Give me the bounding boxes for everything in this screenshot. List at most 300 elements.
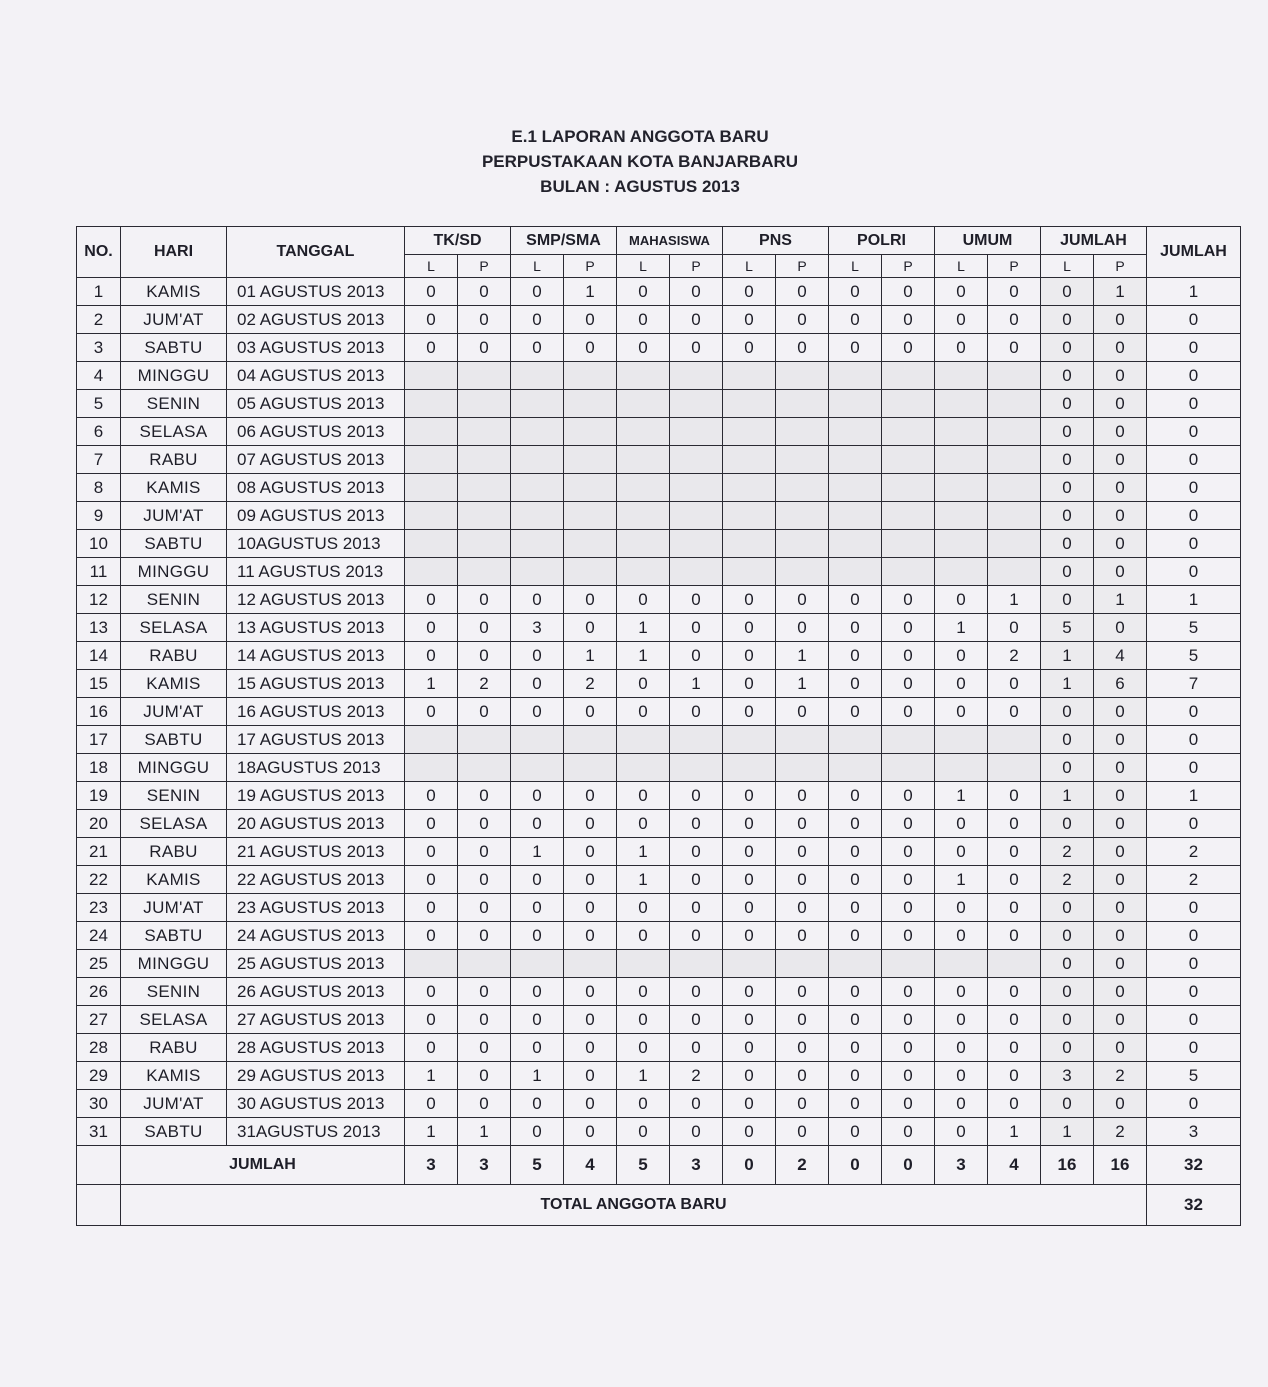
row-empty-cell: [882, 726, 935, 754]
row-value-cell: 0: [458, 306, 511, 334]
row-value-cell: 0: [405, 978, 458, 1006]
row-value-cell: 0: [723, 1006, 776, 1034]
row-empty-cell: [458, 502, 511, 530]
row-empty-cell: [882, 390, 935, 418]
row-tanggal: 15 AGUSTUS 2013: [227, 670, 405, 698]
row-empty-cell: [458, 950, 511, 978]
row-total: 7: [1147, 670, 1241, 698]
row-value-cell: 0: [776, 1118, 829, 1146]
row-jumlah-p: 2: [1094, 1062, 1147, 1090]
header-sub-l: L: [935, 255, 988, 278]
row-value-cell: 0: [405, 278, 458, 306]
row-value-cell: 1: [670, 670, 723, 698]
row-value-cell: 0: [776, 978, 829, 1006]
header-sub-l: L: [1041, 255, 1094, 278]
row-no: 6: [77, 418, 121, 446]
row-jumlah-l: 0: [1041, 334, 1094, 362]
row-empty-cell: [564, 950, 617, 978]
row-value-cell: 0: [829, 698, 882, 726]
row-tanggal: 17 AGUSTUS 2013: [227, 726, 405, 754]
row-value-cell: 0: [405, 1034, 458, 1062]
row-jumlah-l: 0: [1041, 698, 1094, 726]
row-value-cell: 0: [458, 810, 511, 838]
row-total: 0: [1147, 894, 1241, 922]
row-value-cell: 0: [829, 670, 882, 698]
row-empty-cell: [458, 726, 511, 754]
footer-sum-cell: 3: [670, 1146, 723, 1185]
row-value-cell: 0: [670, 334, 723, 362]
row-no: 9: [77, 502, 121, 530]
row-tanggal: 24 AGUSTUS 2013: [227, 922, 405, 950]
row-empty-cell: [405, 530, 458, 558]
row-value-cell: 0: [617, 810, 670, 838]
row-value-cell: 0: [405, 782, 458, 810]
row-value-cell: 0: [617, 586, 670, 614]
row-value-cell: 0: [405, 334, 458, 362]
row-no: 1: [77, 278, 121, 306]
row-value-cell: 0: [405, 614, 458, 642]
row-value-cell: 0: [829, 1090, 882, 1118]
row-hari: RABU: [121, 1034, 227, 1062]
row-value-cell: 0: [723, 278, 776, 306]
table-row: [77, 894, 1241, 922]
row-value-cell: 0: [988, 670, 1041, 698]
row-value-cell: 0: [405, 1006, 458, 1034]
row-total: 0: [1147, 1090, 1241, 1118]
row-value-cell: 0: [935, 306, 988, 334]
row-value-cell: 0: [564, 1118, 617, 1146]
row-jumlah-l: 0: [1041, 390, 1094, 418]
row-value-cell: 0: [458, 698, 511, 726]
row-no: 13: [77, 614, 121, 642]
row-value-cell: 1: [511, 1062, 564, 1090]
row-jumlah-p: 4: [1094, 642, 1147, 670]
table-row: [77, 558, 1241, 586]
row-total: 3: [1147, 1118, 1241, 1146]
table-row: [77, 1118, 1241, 1146]
row-value-cell: 0: [988, 306, 1041, 334]
row-empty-cell: [405, 362, 458, 390]
row-value-cell: 1: [776, 670, 829, 698]
row-value-cell: 0: [988, 978, 1041, 1006]
row-value-cell: 0: [617, 978, 670, 1006]
row-total: 0: [1147, 530, 1241, 558]
row-no: 3: [77, 334, 121, 362]
row-value-cell: 1: [405, 1118, 458, 1146]
row-value-cell: 0: [723, 698, 776, 726]
row-total: 0: [1147, 810, 1241, 838]
row-value-cell: 0: [670, 306, 723, 334]
row-jumlah-l: 0: [1041, 1090, 1094, 1118]
row-hari: SABTU: [121, 1118, 227, 1146]
row-empty-cell: [988, 390, 1041, 418]
row-hari: MINGGU: [121, 950, 227, 978]
row-value-cell: 0: [882, 866, 935, 894]
row-value-cell: 0: [935, 670, 988, 698]
row-no: 27: [77, 1006, 121, 1034]
row-empty-cell: [723, 418, 776, 446]
row-value-cell: 0: [882, 894, 935, 922]
row-empty-cell: [405, 558, 458, 586]
row-value-cell: 0: [564, 922, 617, 950]
row-empty-cell: [829, 530, 882, 558]
row-value-cell: 0: [405, 642, 458, 670]
row-value-cell: 0: [511, 698, 564, 726]
row-empty-cell: [935, 418, 988, 446]
row-jumlah-p: 0: [1094, 838, 1147, 866]
row-value-cell: 0: [829, 586, 882, 614]
row-tanggal: 12 AGUSTUS 2013: [227, 586, 405, 614]
footer-sum-cell: 4: [988, 1146, 1041, 1185]
row-jumlah-p: 6: [1094, 670, 1147, 698]
row-hari: SENIN: [121, 782, 227, 810]
row-empty-cell: [564, 390, 617, 418]
row-empty-cell: [670, 390, 723, 418]
row-value-cell: 0: [988, 334, 1041, 362]
row-jumlah-l: 1: [1041, 782, 1094, 810]
footer-sum-cell: 16: [1094, 1146, 1147, 1185]
row-empty-cell: [511, 950, 564, 978]
row-value-cell: 0: [564, 614, 617, 642]
report-table: [76, 226, 1241, 1226]
row-value-cell: 0: [829, 334, 882, 362]
row-empty-cell: [935, 754, 988, 782]
row-value-cell: 0: [935, 1006, 988, 1034]
row-value-cell: 0: [723, 1062, 776, 1090]
row-jumlah-l: 2: [1041, 866, 1094, 894]
row-empty-cell: [564, 362, 617, 390]
row-tanggal: 23 AGUSTUS 2013: [227, 894, 405, 922]
table-row: [77, 950, 1241, 978]
row-empty-cell: [882, 558, 935, 586]
row-total: 5: [1147, 614, 1241, 642]
row-hari: SENIN: [121, 390, 227, 418]
row-value-cell: 0: [670, 614, 723, 642]
row-empty-cell: [405, 754, 458, 782]
title-line-1: E.1 LAPORAN ANGGOTA BARU: [511, 127, 769, 146]
row-empty-cell: [935, 502, 988, 530]
row-value-cell: 0: [458, 586, 511, 614]
row-value-cell: 0: [829, 1006, 882, 1034]
row-value-cell: 0: [670, 894, 723, 922]
row-no: 8: [77, 474, 121, 502]
row-value-cell: 0: [935, 978, 988, 1006]
row-hari: SELASA: [121, 418, 227, 446]
row-value-cell: 0: [723, 1118, 776, 1146]
row-hari: SELASA: [121, 810, 227, 838]
title-line-3: BULAN : AGUSTUS 2013: [540, 177, 740, 196]
row-value-cell: 0: [458, 894, 511, 922]
row-jumlah-p: 0: [1094, 866, 1147, 894]
row-value-cell: 0: [935, 894, 988, 922]
table-row: [77, 306, 1241, 334]
row-hari: JUM'AT: [121, 698, 227, 726]
row-total: 0: [1147, 558, 1241, 586]
header-sub-l: L: [829, 255, 882, 278]
row-empty-cell: [511, 726, 564, 754]
row-no: 24: [77, 922, 121, 950]
row-value-cell: 0: [723, 306, 776, 334]
row-value-cell: 0: [882, 810, 935, 838]
row-jumlah-p: 0: [1094, 502, 1147, 530]
row-empty-cell: [723, 530, 776, 558]
row-value-cell: 0: [988, 698, 1041, 726]
row-value-cell: 0: [935, 642, 988, 670]
row-value-cell: 0: [723, 1090, 776, 1118]
row-total: 0: [1147, 978, 1241, 1006]
row-empty-cell: [564, 502, 617, 530]
footer-blank-cell: [77, 1185, 121, 1226]
row-hari: RABU: [121, 642, 227, 670]
row-empty-cell: [617, 446, 670, 474]
row-total: 0: [1147, 502, 1241, 530]
row-value-cell: 0: [829, 1062, 882, 1090]
row-value-cell: 0: [935, 334, 988, 362]
row-value-cell: 0: [617, 306, 670, 334]
row-tanggal: 25 AGUSTUS 2013: [227, 950, 405, 978]
header-sub-p: P: [776, 255, 829, 278]
row-tanggal: 20 AGUSTUS 2013: [227, 810, 405, 838]
row-value-cell: 1: [617, 1062, 670, 1090]
row-value-cell: 0: [511, 334, 564, 362]
row-jumlah-l: 0: [1041, 586, 1094, 614]
row-total: 0: [1147, 446, 1241, 474]
row-total: 5: [1147, 642, 1241, 670]
row-empty-cell: [617, 558, 670, 586]
row-empty-cell: [511, 474, 564, 502]
row-empty-cell: [405, 474, 458, 502]
footer-total-label: TOTAL ANGGOTA BARU: [121, 1185, 1147, 1226]
row-empty-cell: [829, 390, 882, 418]
row-empty-cell: [988, 754, 1041, 782]
row-hari: SELASA: [121, 1006, 227, 1034]
row-value-cell: 0: [935, 1118, 988, 1146]
row-tanggal: 21 AGUSTUS 2013: [227, 838, 405, 866]
row-hari: KAMIS: [121, 1062, 227, 1090]
table-row: [77, 1090, 1241, 1118]
row-value-cell: 0: [670, 838, 723, 866]
row-jumlah-p: 0: [1094, 922, 1147, 950]
table-row: [77, 922, 1241, 950]
row-value-cell: 0: [405, 866, 458, 894]
row-jumlah-l: 0: [1041, 474, 1094, 502]
row-value-cell: 0: [723, 642, 776, 670]
row-tanggal: 06 AGUSTUS 2013: [227, 418, 405, 446]
row-empty-cell: [405, 502, 458, 530]
row-empty-cell: [776, 558, 829, 586]
row-jumlah-p: 1: [1094, 278, 1147, 306]
row-value-cell: 0: [988, 866, 1041, 894]
report-title: [300, 124, 980, 199]
row-value-cell: 0: [511, 1090, 564, 1118]
row-empty-cell: [511, 502, 564, 530]
header-group-umum: UMUM: [935, 227, 1041, 255]
row-jumlah-l: 1: [1041, 1118, 1094, 1146]
row-no: 25: [77, 950, 121, 978]
row-value-cell: 0: [458, 1034, 511, 1062]
row-jumlah-p: 1: [1094, 586, 1147, 614]
row-empty-cell: [829, 418, 882, 446]
row-jumlah-p: 0: [1094, 390, 1147, 418]
row-total: 0: [1147, 922, 1241, 950]
row-jumlah-l: 0: [1041, 754, 1094, 782]
row-total: 5: [1147, 1062, 1241, 1090]
header-sub-p: P: [882, 255, 935, 278]
row-total: 1: [1147, 782, 1241, 810]
row-value-cell: 0: [670, 978, 723, 1006]
row-empty-cell: [511, 418, 564, 446]
row-tanggal: 30 AGUSTUS 2013: [227, 1090, 405, 1118]
row-hari: RABU: [121, 446, 227, 474]
row-jumlah-p: 0: [1094, 1006, 1147, 1034]
row-value-cell: 0: [458, 614, 511, 642]
row-empty-cell: [723, 474, 776, 502]
row-jumlah-l: 0: [1041, 306, 1094, 334]
row-empty-cell: [458, 474, 511, 502]
row-no: 22: [77, 866, 121, 894]
row-value-cell: 0: [776, 866, 829, 894]
row-hari: JUM'AT: [121, 1090, 227, 1118]
row-jumlah-l: 0: [1041, 950, 1094, 978]
row-hari: JUM'AT: [121, 894, 227, 922]
row-empty-cell: [935, 558, 988, 586]
row-value-cell: 0: [776, 278, 829, 306]
row-value-cell: 0: [564, 306, 617, 334]
row-jumlah-l: 0: [1041, 530, 1094, 558]
row-value-cell: 0: [829, 894, 882, 922]
row-empty-cell: [988, 446, 1041, 474]
row-value-cell: 0: [988, 810, 1041, 838]
row-value-cell: 0: [882, 614, 935, 642]
table-row: [77, 474, 1241, 502]
row-value-cell: 0: [511, 670, 564, 698]
table-row: [77, 362, 1241, 390]
table-row: [77, 810, 1241, 838]
row-value-cell: 0: [723, 614, 776, 642]
row-value-cell: 0: [723, 334, 776, 362]
row-empty-cell: [670, 530, 723, 558]
row-empty-cell: [776, 726, 829, 754]
row-empty-cell: [776, 474, 829, 502]
row-no: 17: [77, 726, 121, 754]
row-value-cell: 0: [935, 1062, 988, 1090]
row-value-cell: 1: [617, 614, 670, 642]
row-hari: SABTU: [121, 530, 227, 558]
row-total: 0: [1147, 418, 1241, 446]
row-tanggal: 11 AGUSTUS 2013: [227, 558, 405, 586]
table-row: [77, 530, 1241, 558]
row-value-cell: 0: [511, 866, 564, 894]
row-empty-cell: [670, 502, 723, 530]
row-value-cell: 0: [564, 894, 617, 922]
row-empty-cell: [617, 530, 670, 558]
row-empty-cell: [882, 474, 935, 502]
footer-sum-cell: 16: [1041, 1146, 1094, 1185]
row-value-cell: 1: [617, 866, 670, 894]
row-value-cell: 0: [564, 866, 617, 894]
header-sub-p: P: [564, 255, 617, 278]
row-empty-cell: [617, 362, 670, 390]
row-empty-cell: [564, 474, 617, 502]
row-tanggal: 02 AGUSTUS 2013: [227, 306, 405, 334]
row-value-cell: 0: [776, 1062, 829, 1090]
row-value-cell: 0: [670, 810, 723, 838]
row-jumlah-p: 0: [1094, 362, 1147, 390]
row-value-cell: 0: [617, 1090, 670, 1118]
row-value-cell: 1: [458, 1118, 511, 1146]
row-empty-cell: [988, 558, 1041, 586]
row-value-cell: 0: [564, 698, 617, 726]
row-empty-cell: [564, 754, 617, 782]
row-no: 28: [77, 1034, 121, 1062]
header-group-tksd: TK/SD: [405, 227, 511, 255]
row-no: 10: [77, 530, 121, 558]
row-tanggal: 13 AGUSTUS 2013: [227, 614, 405, 642]
row-value-cell: 1: [405, 670, 458, 698]
row-value-cell: 0: [511, 1006, 564, 1034]
row-empty-cell: [935, 726, 988, 754]
row-jumlah-p: 0: [1094, 614, 1147, 642]
row-value-cell: 0: [829, 306, 882, 334]
row-jumlah-p: 2: [1094, 1118, 1147, 1146]
row-value-cell: 0: [988, 1034, 1041, 1062]
row-tanggal: 27 AGUSTUS 2013: [227, 1006, 405, 1034]
row-empty-cell: [935, 446, 988, 474]
row-value-cell: 0: [776, 1006, 829, 1034]
row-empty-cell: [670, 474, 723, 502]
footer-blank-cell: [77, 1146, 121, 1185]
row-value-cell: 0: [723, 586, 776, 614]
header-sub-p: P: [670, 255, 723, 278]
row-empty-cell: [935, 390, 988, 418]
row-value-cell: 0: [511, 894, 564, 922]
row-value-cell: 3: [511, 614, 564, 642]
row-value-cell: 0: [670, 642, 723, 670]
row-jumlah-p: 0: [1094, 894, 1147, 922]
row-value-cell: 0: [617, 334, 670, 362]
table-row: [77, 502, 1241, 530]
table-row: [77, 614, 1241, 642]
row-value-cell: 1: [564, 278, 617, 306]
row-total: 0: [1147, 698, 1241, 726]
row-value-cell: 0: [935, 698, 988, 726]
row-value-cell: 0: [511, 278, 564, 306]
row-empty-cell: [511, 530, 564, 558]
row-value-cell: 0: [776, 334, 829, 362]
row-value-cell: 0: [829, 278, 882, 306]
row-jumlah-p: 0: [1094, 950, 1147, 978]
row-empty-cell: [458, 362, 511, 390]
row-value-cell: 0: [988, 894, 1041, 922]
row-value-cell: 0: [405, 586, 458, 614]
row-value-cell: 0: [670, 1006, 723, 1034]
row-value-cell: 2: [458, 670, 511, 698]
row-value-cell: 1: [617, 838, 670, 866]
table-row: [77, 838, 1241, 866]
row-value-cell: 0: [511, 810, 564, 838]
row-value-cell: 0: [776, 782, 829, 810]
row-no: 18: [77, 754, 121, 782]
row-jumlah-p: 0: [1094, 978, 1147, 1006]
row-jumlah-p: 0: [1094, 754, 1147, 782]
row-jumlah-l: 0: [1041, 726, 1094, 754]
row-jumlah-l: 5: [1041, 614, 1094, 642]
row-value-cell: 0: [617, 782, 670, 810]
row-jumlah-p: 0: [1094, 306, 1147, 334]
footer-total-value: 32: [1147, 1185, 1241, 1226]
row-empty-cell: [670, 950, 723, 978]
row-value-cell: 0: [723, 866, 776, 894]
